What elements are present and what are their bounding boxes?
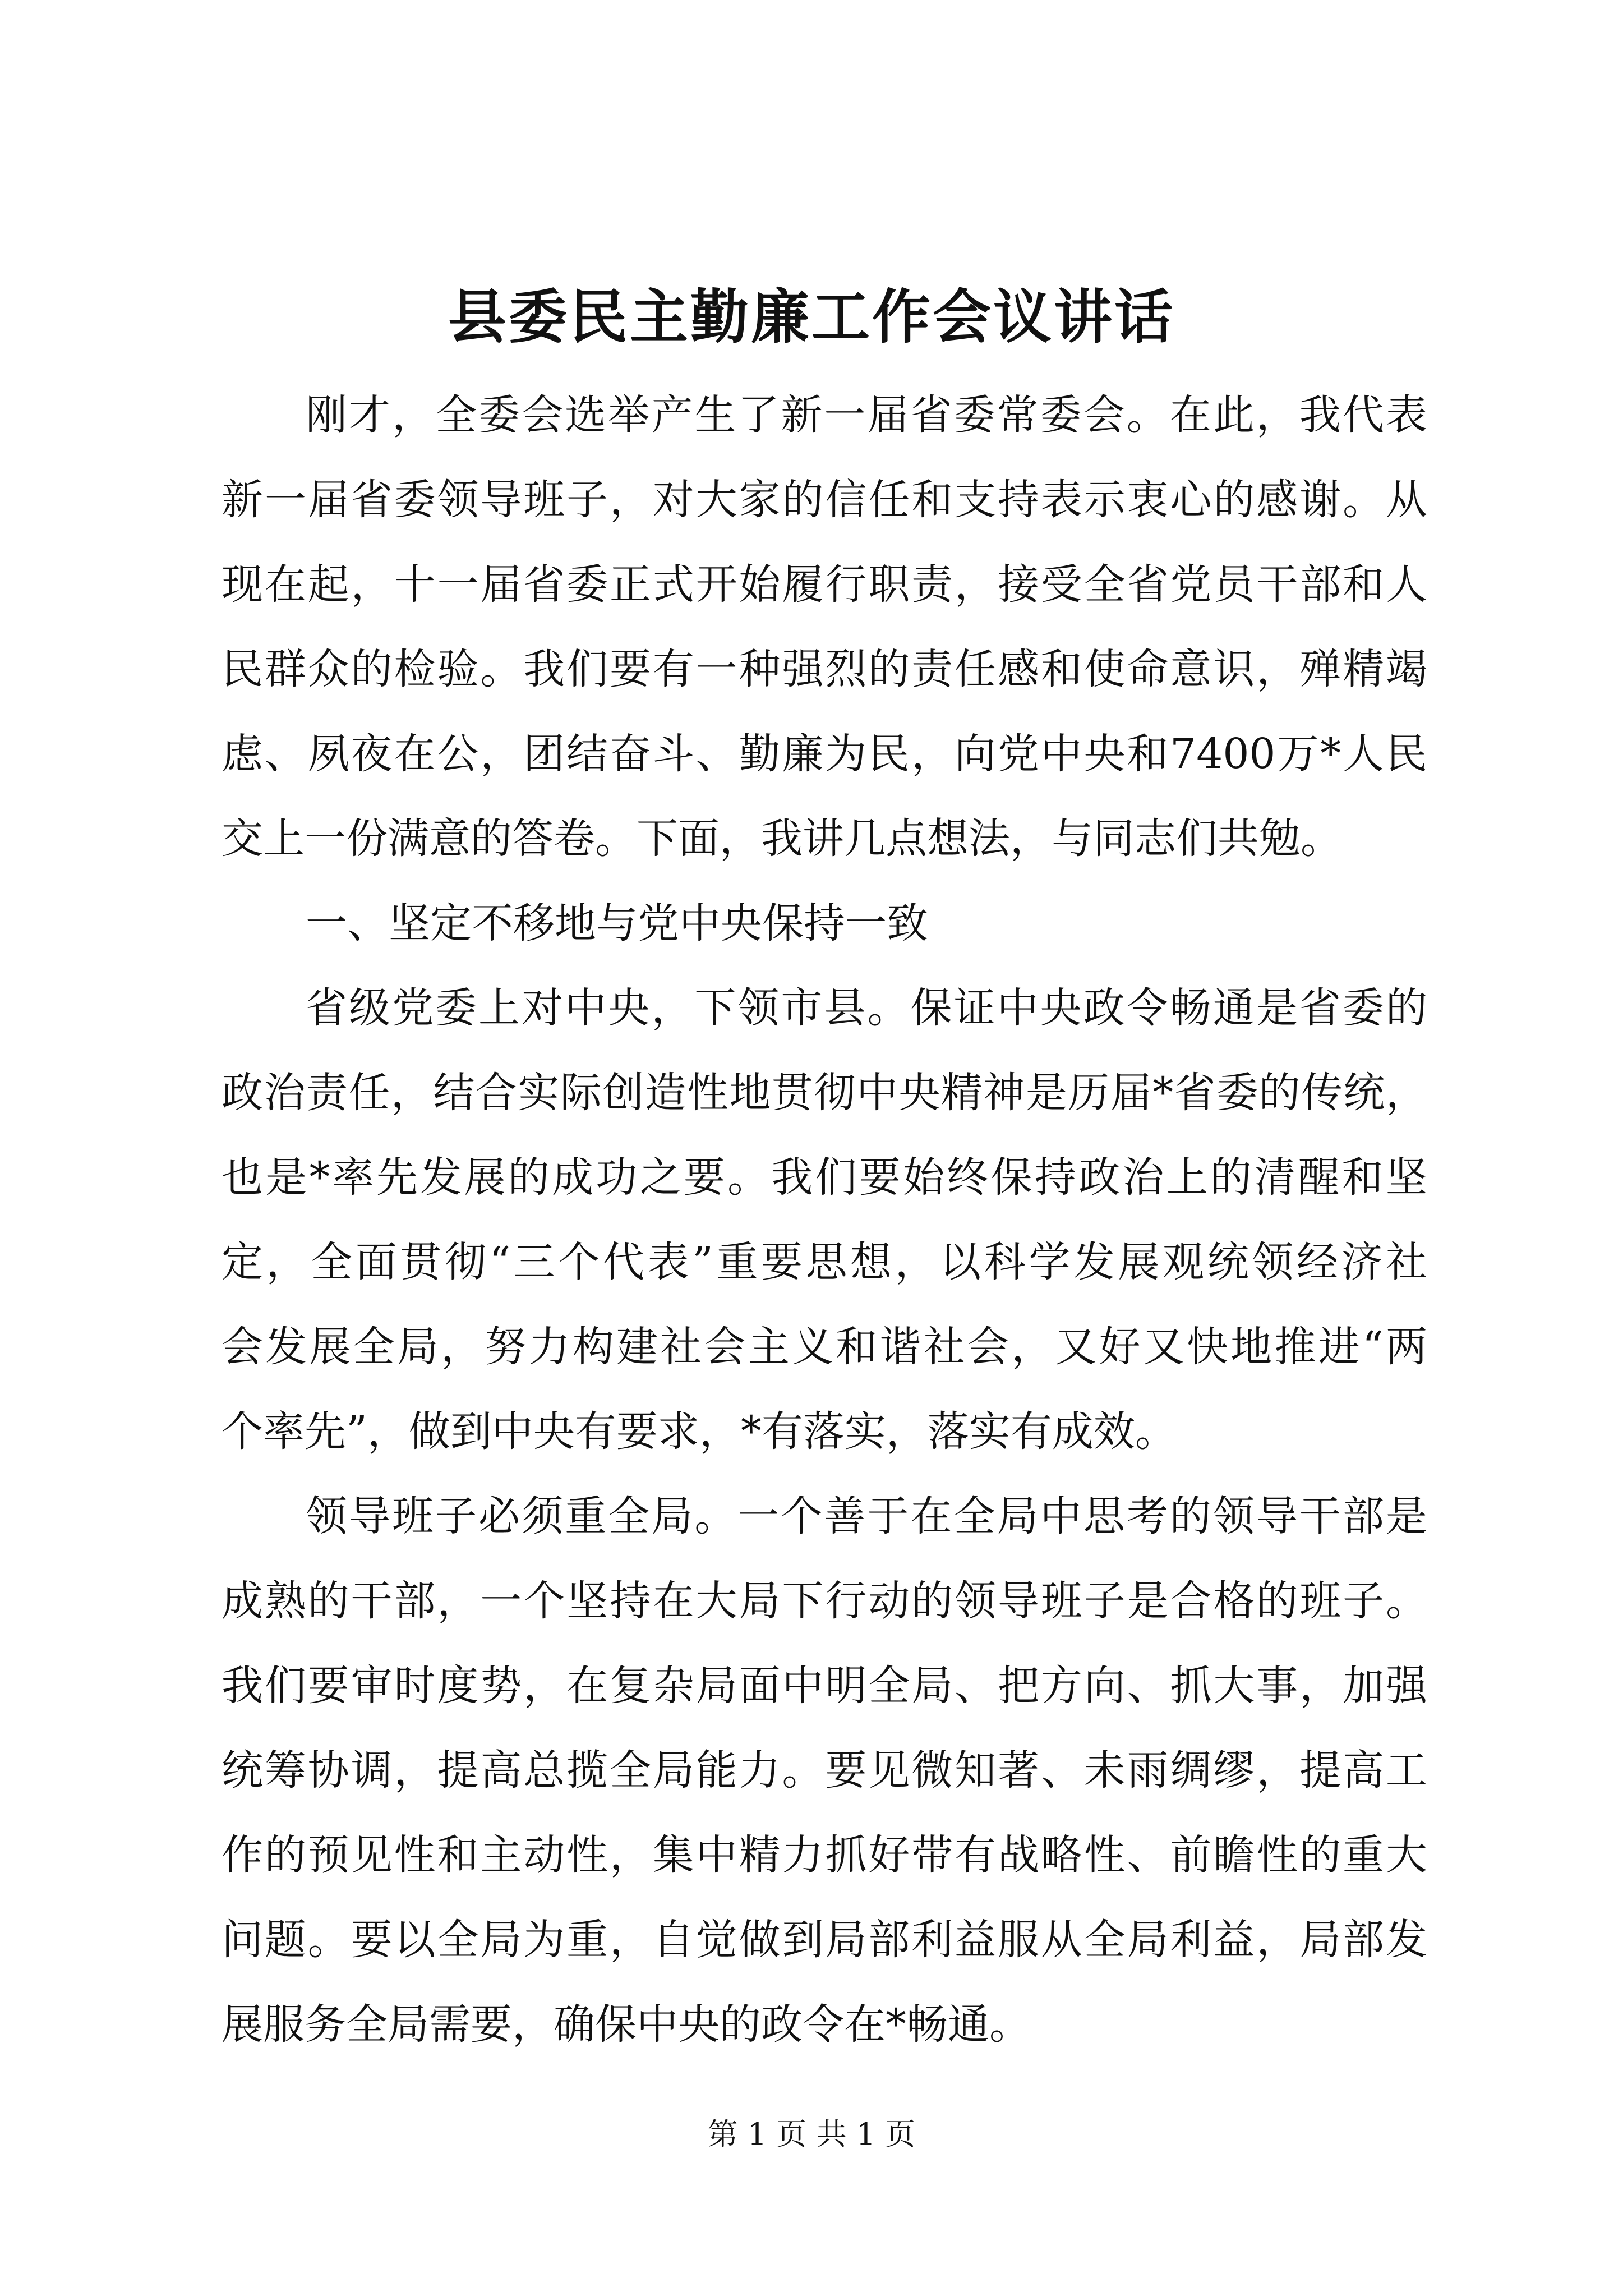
- paragraph-3-line-6: 个率先”，做到中央有要求，*有落实，落实有成效。: [222, 1407, 1177, 1456]
- paragraph-4-line-4: 统筹协调，提高总揽全局能力。要见微知著、未雨绸缪，提高工: [222, 1746, 1427, 1795]
- paragraph-3-line-1: 省级党委上对中央，下领市县。保证中央政令畅通是省委的: [306, 984, 1427, 1032]
- section-heading-1: 一、坚定不移地与党中央保持一致: [306, 899, 928, 947]
- document-title: 县委民主勤廉工作会议讲话: [448, 282, 1175, 351]
- paragraph-4-line-5: 作的预见性和主动性，集中精力抓好带有战略性、前瞻性的重大: [222, 1831, 1427, 1879]
- paragraph-1-line-2: 新一届省委领导班子，对大家的信任和支持表示衷心的感谢。从: [222, 476, 1427, 524]
- page-footer: 第 1 页 共 1 页: [707, 2116, 916, 2152]
- paragraph-3-line-5: 会发展全局，努力构建社会主义和谐社会，又好又快地推进“两: [222, 1323, 1427, 1371]
- paragraph-1-line-5: 虑、夙夜在公，团结奋斗、勤廉为民，向党中央和7400万*人民: [222, 730, 1427, 778]
- paragraph-4-line-3: 我们要审时度势，在复杂局面中明全局、把方向、抓大事，加强: [222, 1662, 1427, 1710]
- paragraph-1-line-1: 刚才，全委会选举产生了新一届省委常委会。在此，我代表: [306, 391, 1427, 439]
- paragraph-3-line-4: 定，全面贯彻“三个代表”重要思想，以科学发展观统领经济社: [222, 1238, 1427, 1286]
- paragraph-3-line-2: 政治责任，结合实际创造性地贯彻中央精神是历届*省委的传统，: [222, 1069, 1427, 1117]
- paragraph-4-line-7: 展服务全局需要，确保中央的政令在*畅通。: [222, 2000, 1031, 2049]
- paragraph-1-line-3: 现在起，十一届省委正式开始履行职责，接受全省党员干部和人: [222, 560, 1427, 609]
- paragraph-4-line-1: 领导班子必须重全局。一个善于在全局中思考的领导干部是: [306, 1492, 1427, 1540]
- paragraph-1-line-6: 交上一份满意的答卷。下面，我讲几点想法，与同志们共勉。: [222, 815, 1342, 863]
- paragraph-3-line-3: 也是*率先发展的成功之要。我们要始终保持政治上的清醒和坚: [222, 1153, 1427, 1202]
- paragraph-1-line-4: 民群众的检验。我们要有一种强烈的责任感和使命意识，殚精竭: [222, 645, 1427, 693]
- paragraph-4-line-6: 问题。要以全局为重，自觉做到局部利益服从全局利益，局部发: [222, 1916, 1427, 1964]
- paragraph-4-line-2: 成熟的干部，一个坚持在大局下行动的领导班子是合格的班子。: [222, 1577, 1427, 1625]
